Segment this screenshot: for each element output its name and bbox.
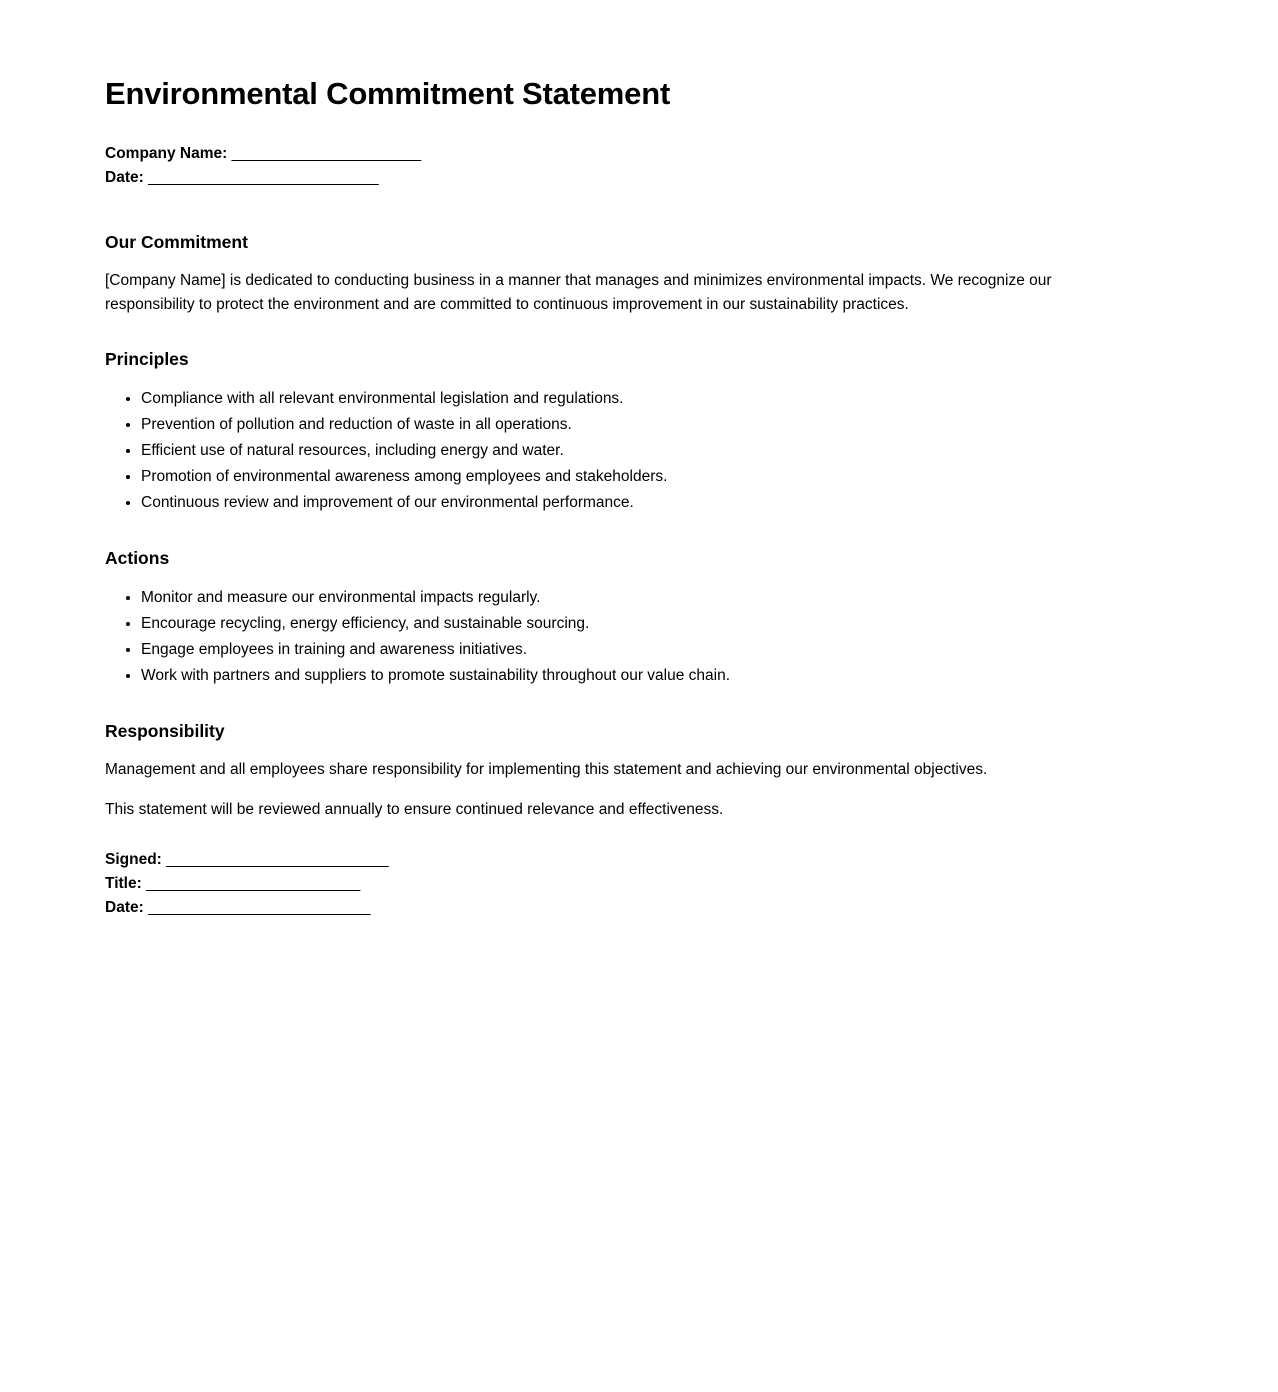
signed-label: Signed: xyxy=(105,850,162,868)
list-item: • Compliance with all relevant environmental legislation and regulations. xyxy=(141,386,1085,412)
section-heading-our-commitment: Our Commitment xyxy=(105,231,248,252)
signature-date-label: Date: xyxy=(105,898,144,916)
list-item: • Promotion of environmental awareness among employees and stakeholders. xyxy=(141,464,1085,490)
section-our-commitment xyxy=(105,232,1085,317)
section-principles xyxy=(105,349,1085,516)
list-item: • Monitor and measure our environmental impacts regularly. xyxy=(141,585,1085,611)
section-heading-principles: Principles xyxy=(105,348,189,369)
principles-list xyxy=(105,386,1085,516)
our-commitment-paragraph: [Company Name] is dedicated to conducting business in a manner that manages and minimizes environmental impacts. We recognize our responsibility to protect the environment and are committed to continuous improvement in our sustainability practices. xyxy=(105,271,1052,313)
responsibility-paragraph-2: This statement will be reviewed annually to ensure continued relevance and effectiveness. xyxy=(105,800,724,818)
header-date-blank[interactable]: ____________________________ xyxy=(148,168,379,186)
section-heading-actions: Actions xyxy=(105,547,170,568)
page-bottom-whitespace xyxy=(105,952,1085,1352)
signature-block xyxy=(105,848,1085,920)
section-heading-responsibility: Responsibility xyxy=(105,720,225,741)
header-date-field[interactable] xyxy=(105,166,1085,190)
list-item: • Engage employees in training and awareness initiatives. xyxy=(141,637,1085,663)
signed-field[interactable] xyxy=(105,848,1085,872)
title-field[interactable] xyxy=(105,872,1085,896)
company-name-blank[interactable]: _______________________ xyxy=(231,144,421,162)
list-item: • Continuous review and improvement of our environmental performance. xyxy=(141,490,1085,516)
list-item: • Encourage recycling, energy efficiency, and sustainable sourcing. xyxy=(141,611,1085,637)
list-item: • Work with partners and suppliers to promote sustainability throughout our value chain. xyxy=(141,663,1085,689)
list-item: • Prevention of pollution and reduction of waste in all operations. xyxy=(141,412,1085,438)
responsibility-paragraph-1: Management and all employees share responsibility for implementing this statement and achieving our environmental objectives. xyxy=(105,760,988,778)
list-item: • Efficient use of natural resources, including energy and water. xyxy=(141,438,1085,464)
company-name-field[interactable] xyxy=(105,142,1085,166)
title-label: Title: xyxy=(105,874,142,892)
page-title: Environmental Commitment Statement xyxy=(105,76,671,111)
company-name-label: Company Name: xyxy=(105,144,228,162)
signed-blank[interactable]: ___________________________ xyxy=(166,850,389,868)
section-responsibility xyxy=(105,721,1085,920)
signature-date-field[interactable] xyxy=(105,896,1085,920)
header-date-label: Date: xyxy=(105,168,144,186)
title-blank[interactable]: __________________________ xyxy=(146,874,360,892)
actions-list xyxy=(105,585,1085,689)
section-actions xyxy=(105,548,1085,689)
signature-date-blank[interactable]: ___________________________ xyxy=(148,898,371,916)
header-fields xyxy=(105,142,1085,190)
